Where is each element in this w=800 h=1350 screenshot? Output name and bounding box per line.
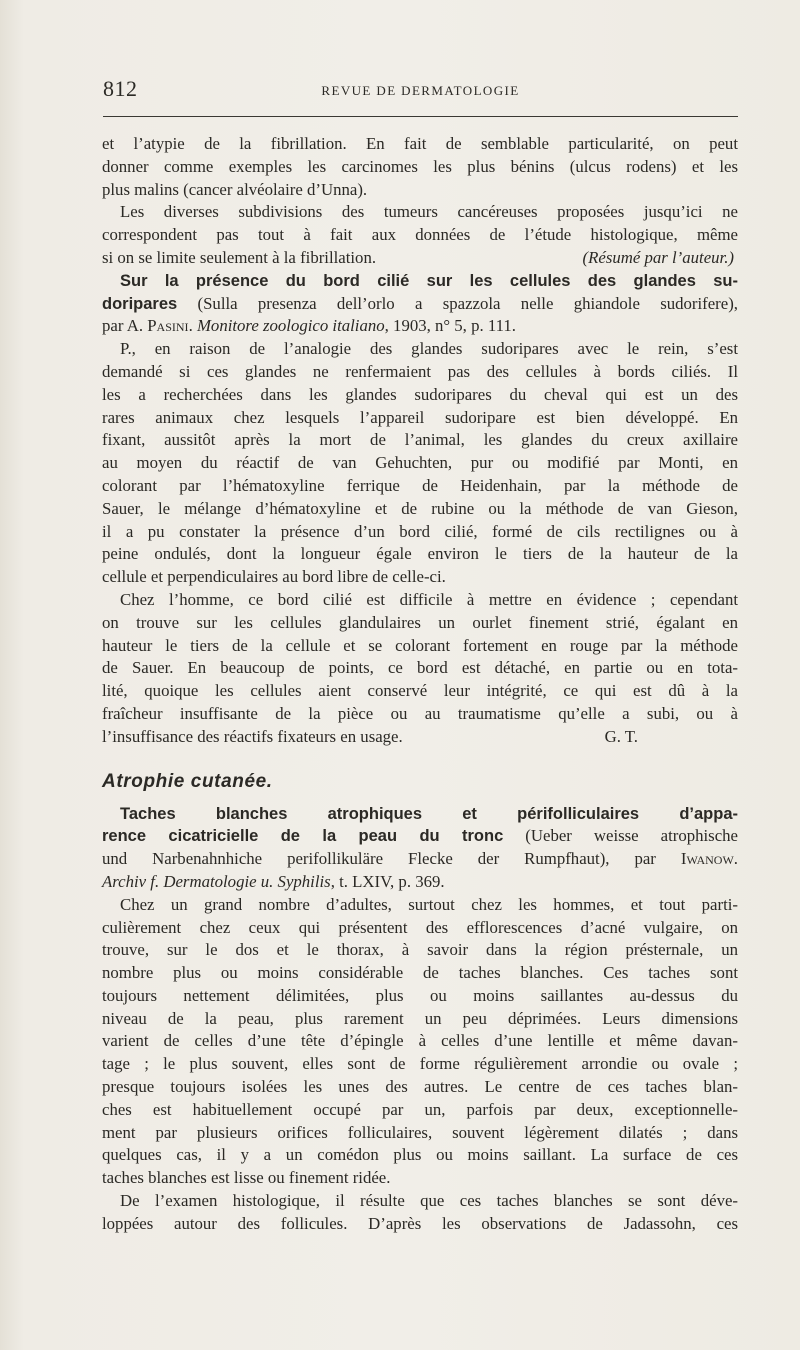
text-line: colorant par l’hématoxyline ferrique de Heidenhain, par la méthode de (102, 475, 738, 495)
text-line: fraîcheur insuffisante de la pièce ou au traumatisme qu’elle a subi, ou à (102, 703, 738, 723)
article-reference (102, 315, 738, 338)
text-line: Chez l’homme, ce bord cilié est difficile à mettre en évidence ; cependant (120, 589, 738, 609)
journal-name: Monitore zoologico italiano (196, 316, 385, 336)
text-line: au moyen du réactif de van Gehuchten, pur ou modifié par Monti, en (102, 453, 738, 473)
text-line: lité, quoique les cellules aient conservé leur intégrité, ce qui est dû à la (102, 681, 738, 701)
text-span: und Narbenahnhiche perifollikuläre Flecke der Rumpfhaut), par (102, 849, 681, 869)
author-name: Iwanow (680, 849, 734, 869)
text-line: quelques cas, il y a un comédon plus ou moins saillant. La surface de ces (102, 1145, 738, 1165)
page-body (102, 133, 738, 1236)
text-line (102, 726, 738, 749)
article-title-text: Sur la présence du bord cilié sur les cellules des glandes su- (120, 271, 738, 290)
text-line: De l’examen histologique, il résulte que ces taches blanches se sont déve- (120, 1191, 738, 1211)
text-line: Chez un grand nombre d’adultes, surtout chez les hommes, et tout parti- (120, 894, 738, 914)
article-title-translation-line (102, 848, 738, 871)
article-title (102, 803, 738, 826)
article-title (102, 270, 738, 293)
text-line: et l’atypie de la fibrillation. En fait de semblable particularité, on peut (102, 134, 738, 153)
author-name: Pasini (147, 316, 189, 336)
article-title-continued (102, 825, 738, 848)
page-header (103, 76, 738, 102)
text-line: ment par plusieurs orifices folliculaires, souvent légèrement dilatés ; dans (102, 1122, 738, 1142)
header-rule (103, 116, 738, 117)
text-line: niveau de la peau, plus rarement un peu déprimées. Leurs dimensions (102, 1008, 738, 1028)
text-span: , 1903, n° 5, p. 111. (384, 316, 516, 336)
text-line: loppées autour des follicules. D’après les observations de Jadassohn, ces (102, 1213, 738, 1233)
text-line: culièrement chez ceux qui présentent des efflorescences d’acné vulgaire, on (102, 917, 738, 937)
text-span: . (733, 849, 738, 869)
text-line: cellule et perpendiculaires au bord libre de celle-ci. (102, 567, 446, 587)
text-line: plus malins (cancer alvéolaire d’Unna). (102, 179, 368, 199)
text-line: correspondent pas tout à fait aux données de l’étude histologique, même (102, 225, 738, 245)
article-title-text: Taches blanches atrophiques et périfolliculaires d’appa- (120, 804, 738, 823)
journal-name: Archiv f. Dermatologie u. Syphilis (102, 871, 331, 891)
text-span: . (188, 316, 197, 336)
text-line: P., en raison de l’analogie des glandes sudoripares avec le rein, s’est (120, 339, 738, 359)
text-line: fixant, aussitôt après la mort de l’animal, les glandes du creux axillaire (102, 430, 738, 450)
text-line: il a pu constater la présence d’un bord cilié, formé de cils rectilignes ou à (102, 521, 738, 541)
text-line: on trouve sur les cellules glandulaires un ourlet finement strié, égalant en (102, 612, 738, 632)
text-span: l’insuffisance des réactifs fixateurs en usage. (102, 726, 403, 746)
running-head: REVUE DE DERMATOLOGIE (321, 83, 520, 98)
text-line: nombre plus ou moins considérable de taches blanches. Ces taches sont (102, 963, 738, 983)
text-line: Sauer, le mélange d’hématoxyline et de rubine ou la méthode de van Gieson, (102, 498, 738, 518)
text-line: toujours nettement délimitées, plus ou moins saillantes au-dessus du (102, 985, 738, 1005)
text-line: hauteur le tiers de la cellule et se colorant fortement en rouge par la méthode (102, 635, 738, 655)
page-number: 812 (103, 76, 138, 101)
text-span: si on se limite seulement à la fibrillation. (102, 247, 377, 267)
spacer (102, 749, 738, 767)
article-title-continued (102, 293, 738, 316)
article-title-translation: (Sulla presenza dell’orlo a spazzola nelle ghiandole sudorifere), (177, 293, 738, 313)
author-summary-note: (Résumé par l’auteur.) (582, 247, 734, 267)
article-reference (102, 871, 738, 894)
text-line: trouve, sur le dos et le thorax, à savoir dans la région présternale, un (102, 940, 738, 960)
article-title-translation: (Ueber weisse atrophische (503, 826, 738, 846)
text-line: les a recherchées dans les glandes sudoripares du cheval qui est un des (102, 384, 738, 404)
text-line (102, 247, 738, 270)
article-title-text: rence cicatricielle de la peau du tronc (102, 827, 504, 846)
text-span: par A. (102, 316, 148, 336)
text-line: rares animaux chez lesquels l’appareil sudoripare est bien développé. En (102, 407, 738, 427)
text-line: peine ondulés, dont la longueur égale environ le tiers de la hauteur de la (102, 544, 738, 564)
text-line: presque toujours isolées les unes des autres. Le centre de ces taches blan- (102, 1077, 738, 1097)
text-line: Les diverses subdivisions des tumeurs cancéreuses proposées jusqu’ici ne (120, 202, 738, 222)
text-line: demandé si ces glandes ne renfermaient pas des cellules à bords ciliés. Il (102, 361, 738, 381)
text-span: , t. LXIV, p. 369. (330, 871, 445, 891)
text-line: tage ; le plus souvent, elles sont de forme régulièrement arrondie ou ovale ; (102, 1054, 738, 1074)
text-line: donner comme exemples les carcinomes les plus bénins (ulcus rodens) et les (102, 156, 738, 176)
text-line: de Sauer. En beaucoup de points, ce bord est détaché, en partie ou en tota- (102, 658, 738, 678)
text-line: varient de celles d’une tête d’épingle à celles d’une lentille et même davan- (102, 1031, 738, 1051)
reviewer-signature: G. T. (604, 726, 638, 746)
section-heading: Atrophie cutanée. (102, 770, 273, 792)
text-line: taches blanches est lisse ou finement ridée. (102, 1168, 391, 1188)
article-title-text: doripares (102, 294, 178, 313)
text-line: ches est habituellement occupé par un, parfois par deux, exceptionnelle- (102, 1099, 738, 1119)
